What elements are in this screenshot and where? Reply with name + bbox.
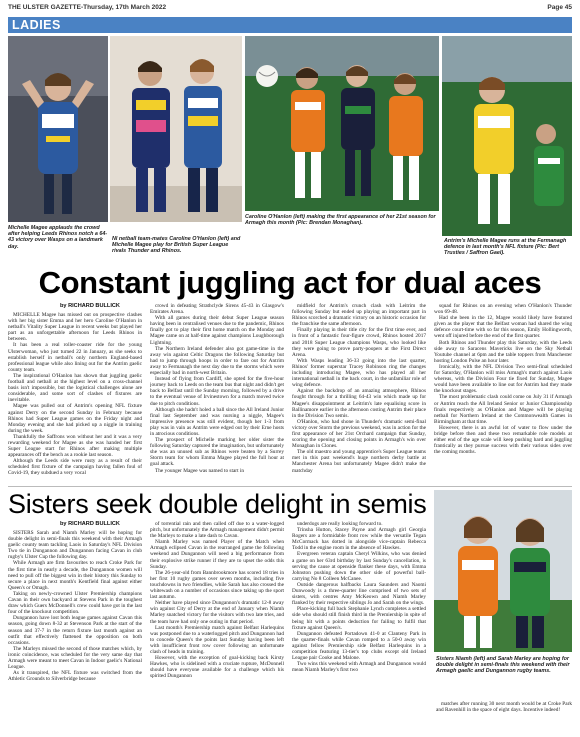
paragraph: Neither have played since Dungannon's dramatic 12-8 away win against City of Derry at the end of January when Niamh Marley snatched victory for the visitors with two late tries, and the team have had only one outing in that period.: [150, 600, 284, 625]
story2-column-3: [292, 521, 426, 734]
paragraph: of torrential rain and then called off due to a water-logged pitch, but unfortunately the Armagh management didn't permit the Marleys to make a late dash to Cavan.: [150, 521, 284, 540]
paragraph: The old maestro and young apprentice's Super League teams met in this past weekend's huge northern derby battle at Manchester Arena but unfortunately Magee didn't make the matchday: [292, 449, 426, 474]
story1-column-1: [8, 312, 142, 482]
paragraph: matches after running 30 next month would be at Croke Park and Ravenhill in the space of eight days. Incentive indeed!: [436, 701, 572, 714]
photo-caption: Antrim's Michelle Magee runs at the Fermanagh defence in last month's NFL fixture (Pic: Bert Trusties / Saffron Gael).: [444, 238, 567, 257]
paragraph: Finally playing in their title city for the first time ever, and in front of a fantastic four-figure crowd, Rhinos hosted 2017 and 2018 Super League champions Wasps, who looked like they were going to prove party-poopers at the First Direct Arena.: [292, 327, 426, 358]
paragraph: Last month's Premiership match against Belfast Harlequins was postponed due to a waterlogged pitch and Dungannon had to concede Queen's the points last Sunday having been left with insufficient front row cover following an unfortunate clash of heads in training.: [150, 624, 284, 655]
paragraph: Although she hadn't holed a ball since the All Ireland Junior final last September and was nursing a niggle, Magee's impressive presence was still evident, though her 1-3 from play was in vain as Antrim were edged out by their Erne hosts in atrocious conditions.: [150, 406, 284, 437]
paragraph: Taking on newly-crowned Ulster Premiership champions Cavan in their own backyard at Stevens Park in the toughest draw which Guers McDonnell's crew could have got in the last four of the knockout competition.: [8, 590, 142, 616]
photo-caption: NI netball team-mates Caroline O'Hanlon (left) and Michelle Magee play for British Super League rivals Thunder and Rhinos.: [112, 236, 241, 255]
story1-column-3: [292, 303, 426, 482]
story2-column-2: [150, 521, 284, 734]
paragraph: The younger Magee was named to start in: [155, 467, 244, 474]
paragraph: Dungannon defeated Portadown 41-0 at Clanteny Park in the quarter-finals while Cavan romped to a 50-0 away win against fellow Premiership side Belfast Harlequins in a competition featuring 13-tier's top clubs except old Ireland League pair Cooke and Malone.: [292, 630, 426, 662]
paragraph: midfield for Antrim's crunch clash with Leitrim the following Sunday but ended up playing an important part in Rhinos scorched a dramatic victory on an historic occasion for the franchise the same afternoon.: [292, 303, 426, 328]
photo-caption: Michelle Magee applauds the crowd after helping Leeds Rhinos notch a 64-43 victory over Wasps on a landmark day.: [8, 225, 108, 250]
paragraph: The Marleys missed the second of those matches which, by ironic coincidence, was scheduled for the very same day that Armagh were meant to meet Cavan in Indoor gaelic's National League.: [8, 645, 142, 671]
paragraph: Had she been in the 12, Magee would likely have featured given as the player that the Belfast woman had shared the wing defence court-time with so far this season, Emily Hollingworth, went off injured before the end of the first quarter.: [434, 315, 572, 340]
paragraph: Both Rhinos and Thunder play this Saturday, with the Leeds side away to Saracens Mavericks live on the Sky Netball Youtube channel at 6pm and the table toppers from Manchester hosting London Pulse an hour later.: [434, 339, 572, 364]
paragraph: Niamh Marley was named Player of the Match when Armagh eclipsed Cavan in the rearranged game the following weekend and Dungannon will need a big performance from their explosive strike runner if they are to upset the odds this Sunday.: [150, 539, 284, 570]
paragraph: MICHELLE Magee has missed out on prospective clashes with her big sister Emma and her hero Caroline O'Hanlon in netball's Vitality Super League in recent weeks but played her part as an unforgettable afternoon for Leeds Rhinos in between.: [8, 312, 142, 343]
photo-ohanlon-armagh: [245, 36, 439, 211]
page-number: Page 45: [547, 4, 572, 11]
paragraph: With all games during their debut Super League season having been in centralised venues due to the pandemic, Rhinos finally got to play their first home match on the Monday and Magee came on at half-time against champions Loughborough Lightning.: [150, 315, 284, 346]
paragraph: The 26-year-old from Bannbrookmore has scored 18 tries in her first 10 rugby games over seven months, including five touchdowns in two friendlies, while Sarah has also crossed the whitewash on a number of occasions since taking up the sport last autumn.: [150, 569, 284, 601]
photo-magee-applauds-image: [8, 36, 108, 222]
paragraph: Instead of flying from Cardiff, she opted for the five-hour journey back to Leeds on the team bus that night and didn't get back to Belfast until the Sunday morning, followed by a drive to the eventual venue of Irvinestown for a match moved twice due to pitch conditions.: [150, 376, 284, 407]
story-divider: [8, 486, 572, 487]
paragraph: Dungannon have lost both league games against Cavan this season, going down 8-32 at Stevenson Park at the start of the season and 37-7 in the return fixture last month against an outfit that effectively flattened the opposition on both occasions.: [8, 615, 142, 646]
paragraph: Evergreen veteran captain Cheryl Wilkins, who was denied a game on her 63rd birthday by last Sunday's cancellation, is serving the cause at openside flanker these days, with Emma Johnston pushing down the other side of powerful ball-carrying No 8 Colleen McCanee.: [292, 551, 426, 582]
story2-headline: Sisters seek double delight in semis: [8, 489, 427, 519]
paragraph: However, there is an awful lot of water to flow under the bridge before then and these two remarkable role models at either end of the age scale will keep pushing hard and juggling frantically as they pursue success with their various sides over the coming months.: [434, 424, 572, 456]
paragraph: O'Hanlon, who had shone in Thunder's dramatic semi-final victory over Storm the previous weekend, was in action for the first appearance of her 21st Orchard campaign that Sunday, scoring the opening and closing points in Armagh's win over Monaghan in Clones.: [292, 418, 426, 450]
page-header-date: THE ULSTER GAZETTE-Thursday, 17th March 2022: [8, 4, 167, 11]
photo-marley-sisters: [434, 490, 572, 652]
story1-headline: Constant juggling act for dual aces: [38, 265, 542, 300]
story1-column-2: [150, 303, 284, 482]
photo-ohanlon-magee: [110, 36, 242, 222]
photo-caption: Sisters Niamh (left) and Sarah Marley are hoping for double delight in semi-finals this weekend with their Armagh gaelic and Dungannon rugby teams.: [436, 656, 570, 675]
photo-caption: Caroline O'Hanlon (left) making the first appearance of her 21st season for Armagh this month (Pic: Brendan Monaghan).: [245, 214, 436, 227]
section-title: LADIES: [12, 18, 61, 32]
paragraph: Ironically, with the NFL Division Two semi-final scheduled for Saturday, O'Hanlon will miss Armagh's match against Laois whereas, with the Division Four tie fixed for Sunday, Magee would have been available to line out for Antrim had they made the knockout stages.: [434, 363, 572, 395]
story1-byline: by RICHARD BULLICK: [60, 303, 120, 309]
photo-ohanlon-magee-image: [110, 36, 242, 222]
paragraph: Trinsha Hutton, Stacey Payne and Armagh girl Georgia Rogers are a formidable front row while the versatile Tegan McCormack has dotted in alongside vice-captain Rebecca Todd in the engine room in the absence of Hawkes.: [292, 527, 426, 552]
paragraph: The inspirational O'Hanlon has shown that juggling gaelic football and netball at the highest level on a cross-channel basis isn't impossible, but the logistical challenges alone are considerable, and some sort of clashes of fixtures are inevitable.: [8, 372, 142, 404]
photo-magee-antrim-image: [442, 36, 572, 236]
paragraph: SISTERS Sarah and Niamh Marley will be hoping for double delight in semi-finals this weekend with their Armagh gaelic county team tackling Laois in Saturday's NFL Division Two tie in Dungannon and Dungannon facing Cavan in club rugby's Ulster Cup the following day.: [8, 530, 142, 561]
photo-ohanlon-armagh-image: [245, 36, 439, 211]
paragraph: As it transpired, the NFL fixture was switched from the Athletic Grounds to Silverbridge because: [8, 670, 142, 683]
paragraph: squad for Rhinos on an evening when O'Hanlon's Thunder won 69-48.: [434, 303, 572, 316]
paragraph: The most problematic clash could come on July 31 if Armagh or Antrim reach the All Ireland Senior or Junior Championship finals respectively as O'Hanlon and Magee will be playing netball for Northern Ireland at the Commonwealth Games in Birmingham at that time.: [434, 394, 572, 425]
paragraph: The prospect of Michelle marking her older sister the following Saturday captured the imagination, but unfortunately she was an unused sub as Rhinos were beaten by a Surrey Storm team for whom Emma Magee played the full hour at goal attack.: [150, 437, 284, 468]
paragraph: While Armagh are firm favourites to reach Croke Park for the first time in nearly a decade, the Dungannon women will need to pull off the biggest win in their history this Sunday to secure a place in next month's Kentfield final against either Queen's or Omagh.: [8, 560, 142, 591]
paragraph: Magee was pulled out of Antrim's opening NFL fixture against Derry on the second Sunday in February because Rhinos had Super League games on the Friday night and Monday evening and she had picked up a niggle in training during the week.: [8, 403, 142, 434]
paragraph: However, with the exception of goal-kicking back Kirsty Hawkes, who is sidelined with a cruciate rupture, McDonnell should have everyone available for a challenge which his spirited Dungannon: [150, 655, 284, 680]
paragraph: The Northern Ireland defender also got game-time in the away win against Celtic Dragons the following Saturday but had to jump through hoops in order to fare out for Antrim away to Fermanagh the next day due to the storms which were especially bad in north-west Britain.: [150, 345, 284, 377]
paragraph: It has been a real roller-coaster ride for the young Ulsterwoman, who just turned 22 in January, as she seeks to establish herself in netball's only northern England-based professional league while also lining out for the Antrim gaelic county team.: [8, 342, 142, 373]
paragraph: With Wasps leading 36-33 going into the last quarter, Rhinos' former superstar Tracey Robinson ring the changes including introducing Magee, who has played all her international netball in the back court, in the unfamiliar role of wing defence.: [292, 357, 426, 389]
section-bar: [8, 17, 572, 33]
paragraph: Place-kicking full back Stephanie Lynch completes a settled side who should still finish third in the Premiership in spite of being hit with a points deduction for failing to fulfil that fixture against Queen's.: [292, 606, 426, 631]
photo-marley-sisters-image: [434, 490, 572, 652]
photo-magee-applauds: [8, 36, 108, 222]
paragraph: Against the backdrop of an amazing atmosphere, Rhinos fought through for a thrilling 64-43 win which made up for Magee's disappointment at Leitrim's late equalising score in Ballinamore earlier in the afternoon costing Antrim their place in the Division Two semis.: [292, 388, 426, 419]
story2-byline: by RICHARD BULLICK: [60, 521, 120, 527]
paragraph: Thankfully the Saffrons won without her and it was a very rewarding weekend for Magee as she was handed her first Super League start for Rhinos after making multiple appearances off the bench as a rookie last season.: [8, 433, 142, 459]
story2-column-4: [436, 701, 572, 734]
paragraph: Two wins this weekend with Armagh and Dungannon would mean Niamh Marley's first two: [292, 661, 426, 674]
paragraph: Although the Leeds side were rusty as a result of their scheduled first fixture of the campaign having fallen foul of Covid-19, they subdued a very vocal: [8, 458, 142, 477]
story2-column-1: [8, 530, 142, 734]
page-header: [8, 4, 572, 16]
paragraph: underdogs are really looking forward to.: [297, 521, 383, 527]
story1-column-4: [434, 303, 572, 482]
paragraph: crowd in defeating Strathclyde Sirens 45-43 in Glasgow's Emirates Arena.: [150, 303, 284, 316]
photo-magee-antrim: [442, 36, 572, 236]
paragraph: Outside dangerous halfbacks Laura Saunders and Naomi Dunwoody is a three-quarter line comprised of two sets of sisters, with centres Amy McKeown and Niamh Marley flanked by their respective siblings Jo and Sarah on the wings.: [292, 581, 426, 607]
